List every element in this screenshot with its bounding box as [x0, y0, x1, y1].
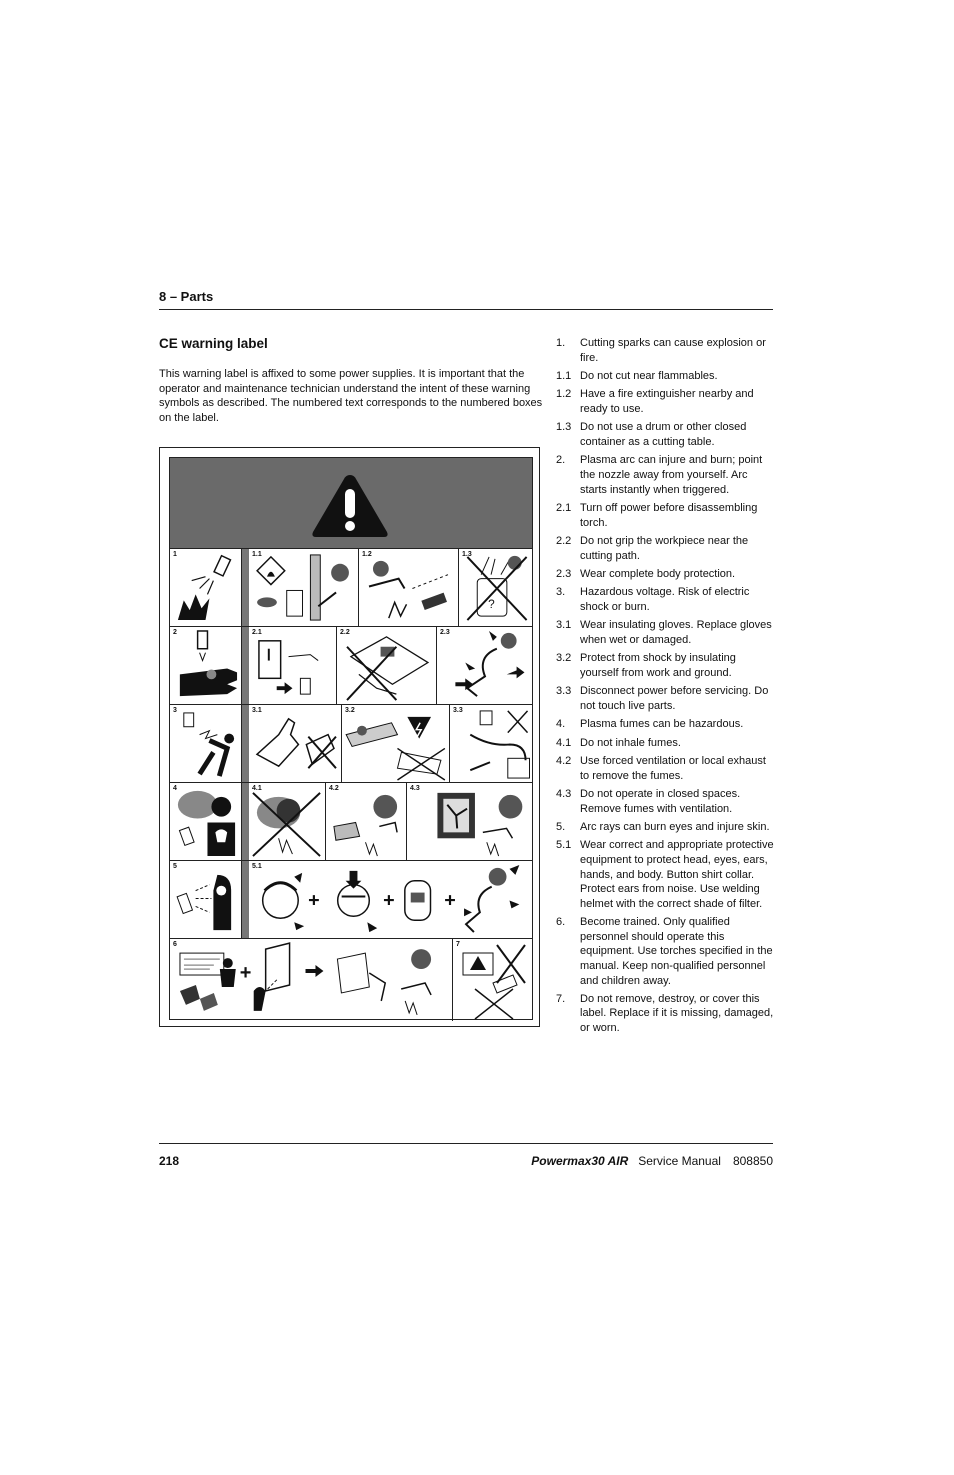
- manual-title: Service Manual: [638, 1154, 721, 1168]
- do-not-remove-label-icon: [453, 939, 534, 1021]
- fan-ventilation-icon: [407, 783, 534, 860]
- label-box-3: [170, 705, 242, 782]
- item-number: 2.1: [556, 501, 572, 514]
- box-number: 3.1: [252, 707, 262, 714]
- item-text: Do not operate in closed spaces. Remove fumes with ventilation.: [580, 787, 741, 815]
- item-number: 1.3: [556, 421, 572, 434]
- item-number: 4.1: [556, 736, 572, 749]
- item-text: Arc rays can burn eyes and injure skin.: [580, 820, 770, 833]
- page-number: 218: [159, 1154, 180, 1168]
- item-text: Do not cut near flammables.: [580, 369, 718, 382]
- label-box-1-1: [249, 549, 359, 626]
- list-item: [556, 534, 774, 563]
- ventilation-exhaust-icon: [326, 783, 406, 860]
- list-item: [556, 717, 774, 732]
- label-box-3-2: [342, 705, 450, 782]
- label-row-6: [170, 939, 532, 1021]
- list-item: [556, 838, 774, 911]
- item-text: Plasma fumes can be hazardous.: [580, 718, 744, 731]
- label-box-5-1: [249, 861, 534, 938]
- item-text: Disconnect power before servicing. Do not touch live parts.: [580, 685, 769, 712]
- insulating-gloves-icon: [249, 705, 341, 782]
- list-item: [556, 585, 774, 614]
- list-item: [556, 336, 774, 365]
- item-number: 1.: [556, 337, 566, 349]
- list-item: [556, 501, 774, 530]
- list-item: [556, 820, 774, 835]
- separator-bar: [242, 861, 249, 938]
- label-box-4-2: [326, 783, 407, 860]
- label-box-6: [170, 939, 453, 1021]
- item-text: Wear complete body protection.: [580, 567, 736, 580]
- label-box-1-2: [359, 549, 459, 626]
- item-text: Wear correct and appropriate protective equipment to protect head, eyes, ears, hands, and body. Button shirt collar. Protect ears from noise. Use welding helmet with the correct shade of filter.: [580, 839, 774, 910]
- item-number: 6.: [556, 916, 566, 929]
- item-number: 3.2: [556, 652, 572, 665]
- item-text: Do not use a drum or other closed container as a cutting table.: [580, 421, 747, 448]
- item-text: Cutting sparks can cause explosion or fire.: [580, 337, 766, 364]
- box-number: 3: [173, 707, 177, 714]
- svg-text:+: +: [383, 889, 395, 912]
- box-number: 1.2: [362, 551, 372, 558]
- item-number: 3.: [556, 586, 566, 599]
- box-number: 5.1: [252, 863, 262, 870]
- label-box-3-1: [249, 705, 342, 782]
- svg-text:+: +: [444, 889, 456, 912]
- box-number: 3.2: [345, 707, 355, 714]
- item-text: Become trained. Only qualified personnel should operate this equipment. Use torches specified in the manual. Keep non-qualified personnel and children away.: [580, 916, 773, 987]
- box-number: 1.3: [462, 551, 472, 558]
- label-box-1-3: [459, 549, 534, 626]
- disconnect-power-icon: [450, 705, 534, 782]
- label-row-3: [170, 705, 532, 783]
- warning-label: [169, 457, 533, 1020]
- product-name: Powermax30 AIR: [531, 1154, 629, 1168]
- item-text: Do not inhale fumes.: [580, 736, 681, 749]
- ce-warning-label-figure: [159, 447, 540, 1027]
- section-title: CE warning label: [159, 336, 268, 351]
- page-footer: [159, 1143, 773, 1168]
- label-box-3-3: [450, 705, 534, 782]
- intro-paragraph: This warning label is affixed to some power supplies. It is important that the operator and maintenance technician understand the intent of these warning symbols as described. The numbered text corresponds to the numbered boxes on the label.: [159, 368, 543, 425]
- label-box-5: [170, 861, 242, 938]
- no-drum-icon: [459, 549, 534, 626]
- item-number: 1.2: [556, 388, 572, 401]
- box-number: 2.3: [440, 629, 450, 636]
- list-item: [556, 420, 774, 449]
- item-number: 4.2: [556, 755, 572, 767]
- svg-text:?: ?: [488, 597, 495, 612]
- fumes-hazard-icon: [170, 783, 241, 860]
- arc-rays-icon: [170, 861, 241, 938]
- list-item: [556, 369, 774, 384]
- item-number: 3.3: [556, 685, 572, 698]
- label-box-4-1: [249, 783, 326, 860]
- box-number: 4.3: [410, 785, 420, 792]
- label-descriptions-list: [556, 336, 774, 1039]
- label-row-5: [170, 861, 532, 939]
- label-row-1: [170, 549, 532, 627]
- label-box-4-3: [407, 783, 534, 860]
- plasma-arc-hand-icon: [170, 627, 241, 704]
- label-box-7: [453, 939, 534, 1021]
- item-number: 5.: [556, 820, 566, 833]
- separator-bar: [242, 627, 249, 704]
- box-number: 4.1: [252, 785, 262, 792]
- label-box-2-1: [249, 627, 337, 704]
- box-number: 2: [173, 629, 177, 636]
- explosion-icon: [170, 549, 241, 626]
- label-box-2-2: [337, 627, 437, 704]
- item-text: Protect from shock by insulating yourself from work and ground.: [580, 652, 736, 679]
- box-number: 6: [173, 941, 177, 948]
- item-number: 1.1: [556, 369, 572, 382]
- box-number: 3.3: [453, 707, 463, 714]
- list-item: [556, 754, 774, 783]
- box-number: 2.2: [340, 629, 350, 636]
- label-box-2-3: [437, 627, 534, 704]
- item-number: 7.: [556, 992, 566, 1005]
- list-item: [556, 453, 774, 497]
- power-off-icon: [249, 627, 336, 704]
- list-item: [556, 567, 774, 582]
- label-row-4: [170, 783, 532, 861]
- electric-shock-icon: [170, 705, 241, 782]
- separator-bar: [242, 549, 249, 626]
- item-text: Do not remove, destroy, or cover this label. Replace if it is missing, damaged, or worn.: [580, 992, 774, 1035]
- body-protection-icon: [437, 627, 534, 704]
- box-number: 1: [173, 551, 177, 558]
- document-number: 808850: [732, 1154, 773, 1168]
- item-number: 3.1: [556, 619, 572, 632]
- chapter-title: 8 – Parts: [159, 289, 214, 304]
- list-item: [556, 787, 774, 816]
- item-text: Plasma arc can injure and burn; point the nozzle away from yourself. Arc starts instantly when triggered.: [580, 454, 763, 496]
- box-number: 1.1: [252, 551, 262, 558]
- box-number: 4: [173, 785, 177, 792]
- box-number: 4.2: [329, 785, 339, 792]
- training-icon: [170, 939, 452, 1021]
- label-header-band: [170, 458, 532, 549]
- list-item: [556, 736, 774, 751]
- list-item: [556, 618, 774, 647]
- workpiece-grip-icon: [337, 627, 436, 704]
- item-number: 2.2: [556, 534, 572, 547]
- item-number: 2.3: [556, 567, 572, 580]
- warning-triangle-icon: [310, 472, 390, 540]
- item-number: 4.: [556, 718, 566, 731]
- svg-text:+: +: [239, 962, 252, 985]
- chapter-header: [159, 289, 773, 310]
- list-item: [556, 651, 774, 680]
- label-box-4: [170, 783, 242, 860]
- no-inhale-icon: [249, 783, 325, 860]
- item-text: Use forced ventilation or local exhaust to remove the fumes.: [580, 755, 766, 782]
- label-row-2: [170, 627, 532, 705]
- item-number: 5.1: [556, 839, 572, 852]
- item-text: Turn off power before disassembling torch.: [580, 501, 758, 529]
- item-text: Do not grip the workpiece near the cutting path.: [580, 534, 749, 562]
- box-number: 5: [173, 863, 177, 870]
- label-box-2: [170, 627, 242, 704]
- insulate-from-ground-icon: [342, 705, 449, 782]
- separator-bar: [242, 783, 249, 860]
- footer-doc-info: [531, 1154, 773, 1168]
- item-number: 4.3: [556, 787, 572, 800]
- fire-extinguisher-icon: [359, 549, 458, 626]
- list-item: [556, 387, 774, 416]
- list-item: [556, 992, 774, 1036]
- separator-bar: [242, 705, 249, 782]
- list-item: [556, 684, 774, 713]
- box-number: 7: [456, 941, 460, 948]
- item-text: Have a fire extinguisher nearby and ready to use.: [580, 388, 754, 415]
- flammables-icon: [249, 549, 358, 626]
- label-box-1: [170, 549, 242, 626]
- box-number: 2.1: [252, 629, 262, 636]
- item-text: Wear insulating gloves. Replace gloves when wet or damaged.: [580, 619, 772, 646]
- protective-equipment-icon: [249, 861, 534, 938]
- item-number: 2.: [556, 454, 566, 467]
- item-text: Hazardous voltage. Risk of electric shock or burn.: [580, 586, 750, 613]
- svg-text:+: +: [308, 889, 320, 912]
- list-item: [556, 915, 774, 988]
